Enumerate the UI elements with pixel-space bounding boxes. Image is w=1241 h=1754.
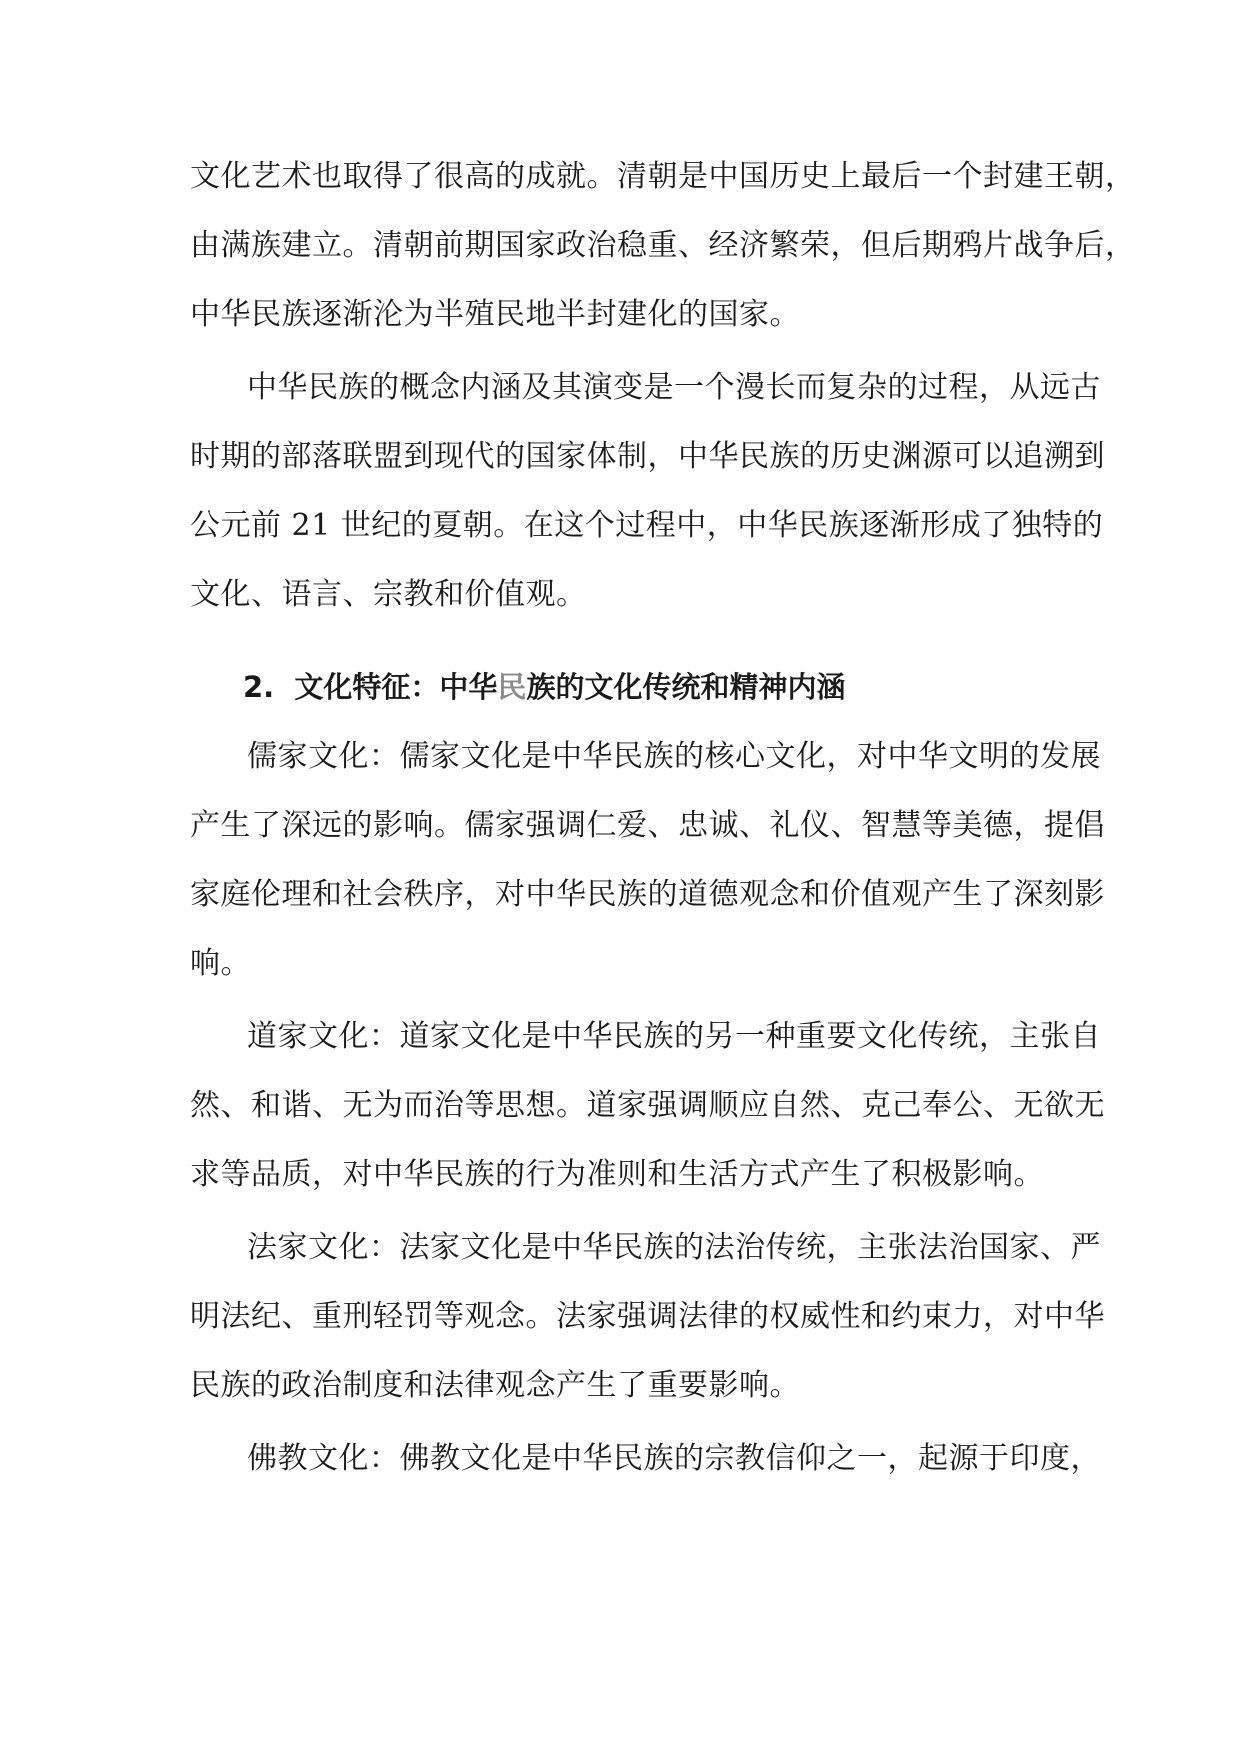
section-heading	[190, 653, 1090, 722]
heading-text-before: 文化特征：中华	[294, 670, 498, 704]
text-line: 时期的部落联盟到现代的国家体制，中华民族的历史渊源可以追溯到	[190, 439, 1105, 474]
heading-number: 2.	[243, 670, 275, 704]
text-line: 民族的政治制度和法律观念产生了重要影响。	[190, 1368, 800, 1403]
text-line: 家庭伦理和社会秩序，对中华民族的道德观念和价值观产生了深刻影	[190, 877, 1105, 912]
text-line: 法家文化：法家文化是中华民族的法治传统，主张法治国家、严	[247, 1230, 1101, 1265]
text-line: 明法纪、重刑轻罚等观念。法家强调法律的权威性和约束力，对中华	[190, 1299, 1105, 1334]
paragraph-legalism	[190, 1213, 1105, 1420]
paragraph-buddhism	[190, 1424, 1101, 1493]
text-line: 道家文化：道家文化是中华民族的另一种重要文化传统，主张自	[247, 1019, 1101, 1054]
text-line: 求等品质，对中华民族的行为准则和生活方式产生了积极影响。	[190, 1157, 1044, 1192]
text-line: 佛教文化：佛教文化是中华民族的宗教信仰之一，起源于印度，	[247, 1441, 1101, 1476]
paragraph-confucianism	[190, 722, 1105, 998]
text-line: 文化、语言、宗教和价值观。	[190, 577, 587, 612]
paragraph-qing-dynasty	[190, 142, 1136, 349]
text-line: 文化艺术也取得了很高的成就。清朝是中国历史上最后一个封建王朝，	[190, 159, 1136, 194]
text-line: 公元前 21 世纪的夏朝。在这个过程中，中华民族逐渐形成了独特的	[190, 508, 1104, 543]
text-line: 由满族建立。清朝前期国家政治稳重、经济繁荣，但后期鸦片战争后，	[190, 228, 1136, 263]
text-line: 儒家文化：儒家文化是中华民族的核心文化，对中华文明的发展	[247, 739, 1101, 774]
heading-text-after: 族的文化传统和精神内涵	[526, 670, 846, 704]
text-line: 中华民族的概念内涵及其演变是一个漫长而复杂的过程，从远古	[247, 370, 1101, 405]
paragraph-nation-concept	[190, 353, 1105, 629]
heading-highlight: 民	[497, 670, 527, 704]
document-body	[190, 142, 1136, 1493]
paragraph-taoism	[190, 1002, 1105, 1209]
text-line: 然、和谐、无为而治等思想。道家强调顺应自然、克己奉公、无欲无	[190, 1088, 1105, 1123]
text-line: 产生了深远的影响。儒家强调仁爱、忠诚、礼仪、智慧等美德，提倡	[190, 808, 1105, 843]
text-line: 中华民族逐渐沦为半殖民地半封建化的国家。	[190, 297, 800, 332]
text-line: 响。	[190, 946, 251, 981]
